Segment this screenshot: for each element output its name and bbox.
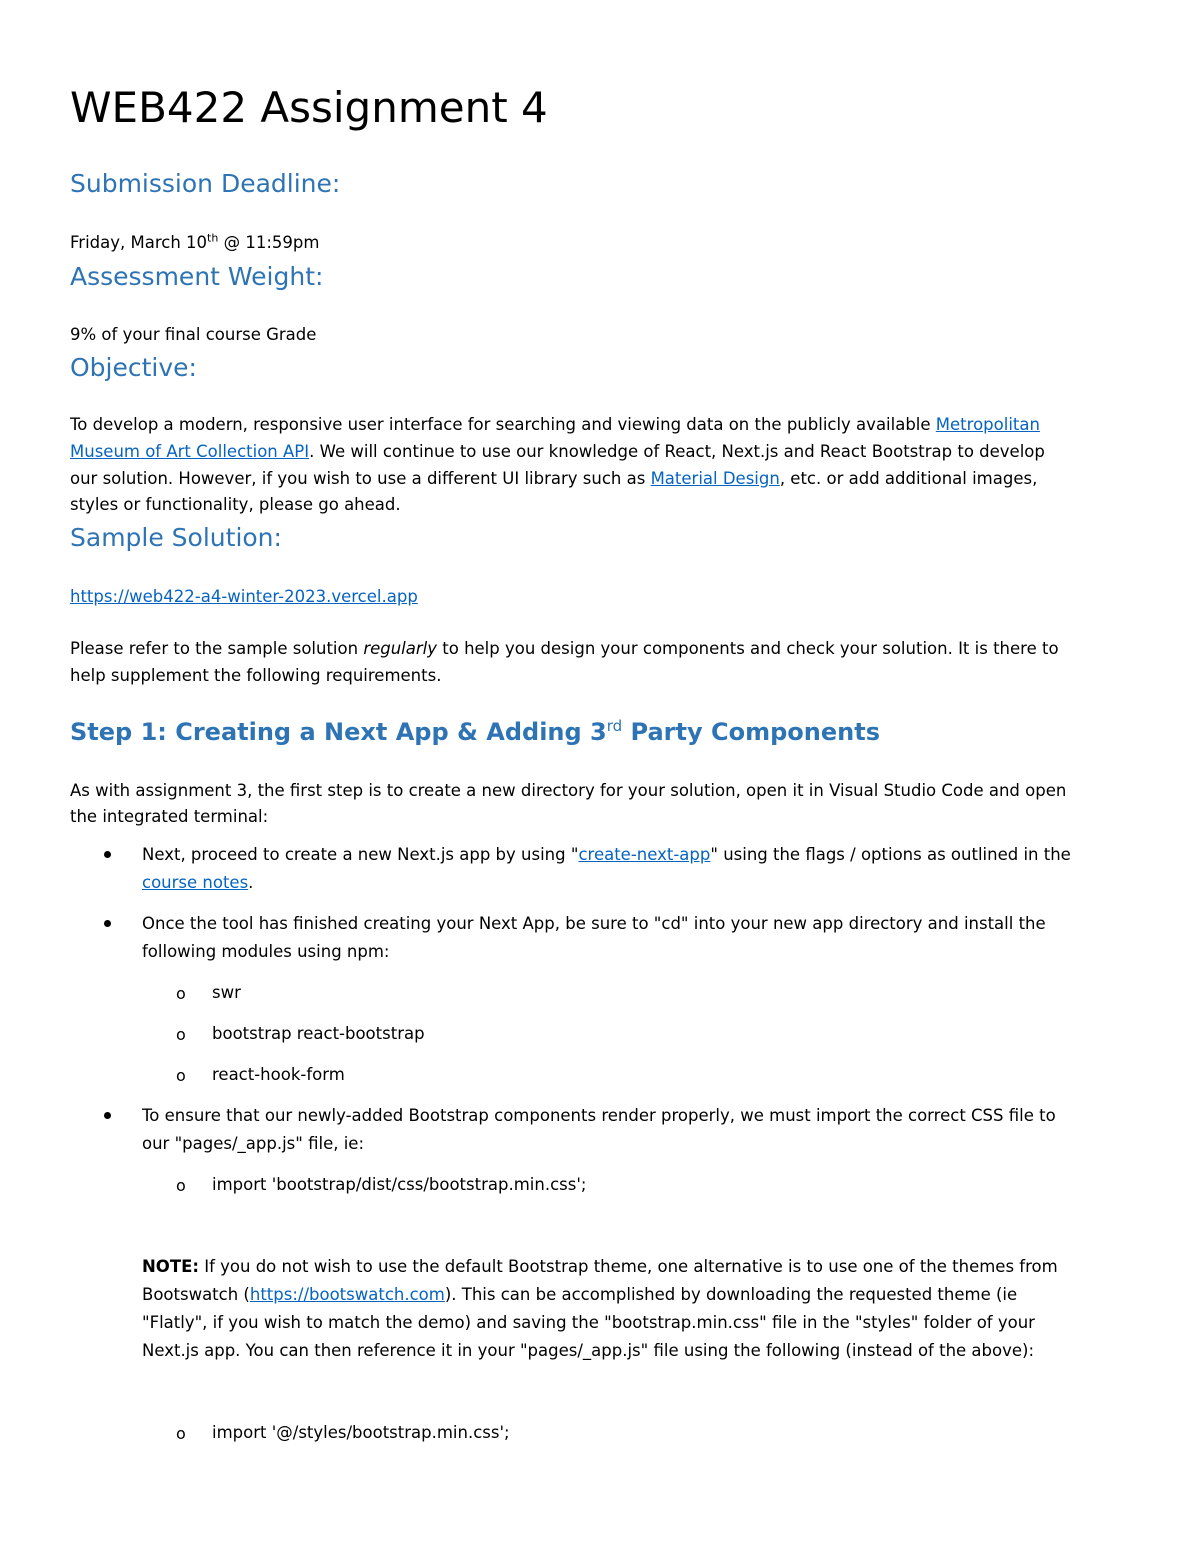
met-api-link-cont[interactable]: Museum of Art Collection API (70, 442, 310, 461)
sub-bullet-glyph: o (176, 984, 186, 1003)
bullet-1-line-2: course notes. (142, 873, 254, 892)
weight-text: 9% of your final course Grade (70, 325, 317, 344)
objective-line-4: styles or functionality, please go ahead. (70, 495, 401, 514)
sub-bullet-glyph: o (176, 1176, 186, 1195)
bullet-3-line-1: To ensure that our newly-added Bootstrap components render properly, we must import the correct CSS file to (142, 1106, 1056, 1125)
note-line-4: Next.js app. You can then reference it in your "pages/_app.js" file using the following (instead of the above): (142, 1341, 1035, 1360)
create-next-app-link[interactable]: create-next-app (578, 845, 711, 864)
sample-heading: Sample Solution: (70, 523, 282, 552)
note-line-1: NOTE: If you do not wish to use the default Bootstrap theme, one alternative is to use one of the themes from (142, 1257, 1058, 1276)
bullet-3-line-2: our "pages/_app.js" file, ie: (142, 1134, 365, 1153)
import-default-css: import 'bootstrap/dist/css/bootstrap.min.css'; (212, 1175, 587, 1194)
page-title: WEB422 Assignment 4 (70, 83, 548, 132)
note-line-3: "Flatly", if you wish to match the demo) and saving the "bootstrap.min.css" file in the "styles" folder of your (142, 1313, 1035, 1332)
deadline-heading: Submission Deadline: (70, 169, 341, 198)
module-item: swr (212, 983, 241, 1002)
met-api-link[interactable]: Metropolitan (935, 415, 1040, 434)
sub-bullet-glyph: o (176, 1066, 186, 1085)
note-line-2: Bootswatch (https://bootswatch.com). This can be accomplished by downloading the requested theme (ie (142, 1285, 1018, 1304)
sample-solution-link[interactable]: https://web422-a4-winter-2023.vercel.app (70, 587, 418, 606)
sample-para-line-2: help supplement the following requirements. (70, 666, 442, 685)
bullet-dot (104, 1112, 111, 1119)
module-item: react-hook-form (212, 1065, 345, 1084)
bullet-dot (104, 851, 111, 858)
sub-bullet-glyph: o (176, 1025, 186, 1044)
step1-intro-line-2: the integrated terminal: (70, 807, 269, 826)
objective-line-3: our solution. However, if you wish to use a different UI library such as Material Design, etc. or add additional images, (70, 469, 1038, 488)
bullet-2-line-2: following modules using npm: (142, 942, 390, 961)
step1-heading: Step 1: Creating a Next App & Adding 3rd Party Components (70, 717, 880, 746)
objective-line-1: To develop a modern, responsive user interface for searching and viewing data on the publicly available Metropolitan (70, 415, 1040, 434)
deadline-text: Friday, March 10th @ 11:59pm (70, 231, 320, 252)
step1-intro-line-1: As with assignment 3, the first step is to create a new directory for your solution, open it in Visual Studio Code and open (70, 781, 1067, 800)
sub-bullet-glyph: o (176, 1424, 186, 1443)
objective-line-2: Museum of Art Collection API. We will continue to use our knowledge of React, Next.js and React Bootstrap to develop (70, 442, 1045, 461)
bullet-1-line-1: Next, proceed to create a new Next.js app by using "create-next-app" using the flags / options as outlined in the (142, 845, 1071, 864)
weight-heading: Assessment Weight: (70, 262, 324, 291)
course-notes-link[interactable]: course notes (142, 873, 249, 892)
module-item: bootstrap react-bootstrap (212, 1024, 425, 1043)
bullet-dot (104, 920, 111, 927)
import-custom-css: import '@/styles/bootstrap.min.css'; (212, 1423, 510, 1442)
objective-heading: Objective: (70, 353, 197, 382)
bootswatch-link[interactable]: https://bootswatch.com (249, 1285, 445, 1304)
material-design-link[interactable]: Material Design (650, 469, 780, 488)
bullet-2-line-1: Once the tool has finished creating your Next App, be sure to "cd" into your new app directory and install the (142, 914, 1046, 933)
sample-link-line (70, 584, 418, 610)
sample-para-line-1: Please refer to the sample solution regularly to help you design your components and check your solution. It is there to (70, 639, 1059, 658)
